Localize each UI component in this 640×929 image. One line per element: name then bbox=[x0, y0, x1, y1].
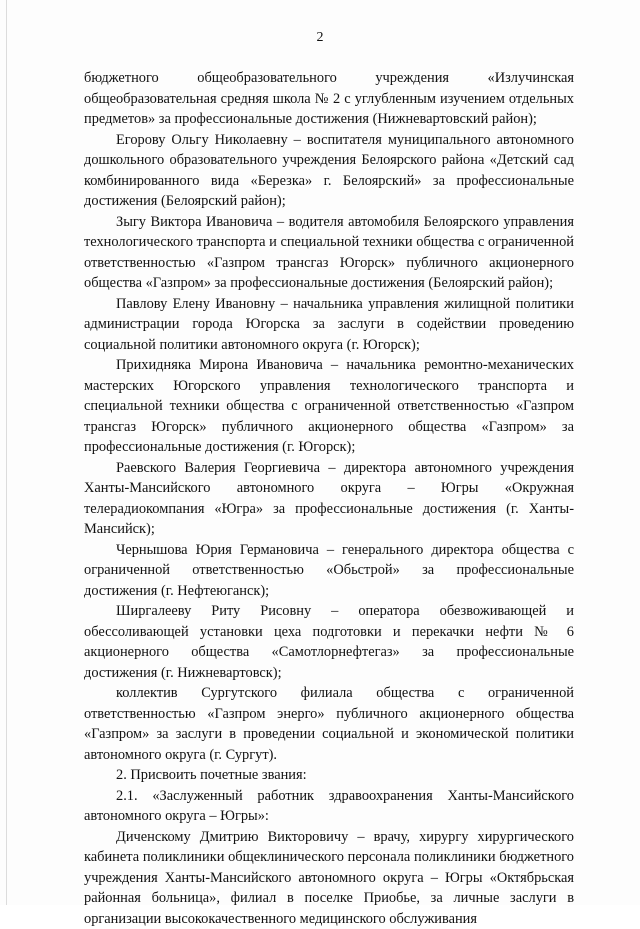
paragraph-chernyshov: Чернышова Юрия Германовича – генерального директора общества с ограниченной ответственностью «Обьстрой» за профессиональные достижения (г. Нефтеюганск); bbox=[84, 540, 574, 602]
subsection-heading-2-1: 2.1. «Заслуженный работник здравоохранения Ханты-Мансийского автономного округа – Югры»: bbox=[84, 786, 574, 827]
paragraph-raevsky: Раевского Валерия Георгиевича – директора автономного учреждения Ханты-Мансийского автономного округа – Югры «Окружная телерадиокомпания «Югра» за профессиональные достижения (г. Ханты-Мансийск); bbox=[84, 458, 574, 540]
document-body bbox=[84, 68, 574, 929]
paragraph-dichensky: Диченскому Дмитрию Викторовичу – врачу, хирургу хирургического кабинета поликлиники общеклинического персонала поликлиники бюджетного учреждения Ханты-Мансийского автономного округа – Югры «Октябрьская районная больница», филиал в поселке Приобье, за личные заслуги в организации высококачественного медицинского обслуживания bbox=[84, 827, 574, 929]
paragraph-prikhidnyak: Прихидняка Мирона Ивановича – начальника ремонтно-механических мастерских Югорского управления технологического транспорта и специальной техники общества с ограниченной ответственностью «Газпром трансгаз Югорск» публичного акционерного общества «Газпром» за профессиональные достижения (г. Югорск); bbox=[84, 355, 574, 458]
paragraph-egorova: Егорову Ольгу Николаевну – воспитателя муниципального автономного дошкольного образовательного учреждения Белоярского района «Детский сад комбинированного вида «Березка» г. Белоярский» за профессиональные достижения (Белоярский район); bbox=[84, 130, 574, 212]
page-number: 2 bbox=[0, 30, 640, 46]
scan-edge-line bbox=[6, 0, 7, 905]
paragraph-school-continuation: бюджетного общеобразовательного учреждения «Излучинская общеобразовательная средняя школа № 2 с углубленным изучением отдельных предметов» за профессиональные достижения (Нижневартовский район); bbox=[84, 68, 574, 130]
paragraph-zyga: Зыгу Виктора Ивановича – водителя автомобиля Белоярского управления технологического транспорта и специальной техники общества с ограниченной ответственностью «Газпром трансгаз Югорск» публичного акционерного общества «Газпром» за профессиональные достижения (Белоярский район); bbox=[84, 212, 574, 294]
paragraph-shirgaleeva: Ширгалееву Риту Рисовну – оператора обезвоживающей и обессоливающей установки цеха подготовки и перекачки нефти № 6 акционерного общества «Самотлорнефтегаз» за профессиональные достижения (г. Нижневартовск); bbox=[84, 601, 574, 683]
paragraph-pavlova: Павлову Елену Ивановну – начальника управления жилищной политики администрации города Югорска за заслуги в содействии проведению социальной политики автономного округа (г. Югорск); bbox=[84, 294, 574, 356]
section-heading-2: 2. Присвоить почетные звания: bbox=[84, 765, 574, 786]
paragraph-surgut-collective: коллектив Сургутского филиала общества с ограниченной ответственностью «Газпром энерго» публичного акционерного общества «Газпром» за заслуги в проведении социальной и экономической политики автономного округа (г. Сургут). bbox=[84, 683, 574, 765]
